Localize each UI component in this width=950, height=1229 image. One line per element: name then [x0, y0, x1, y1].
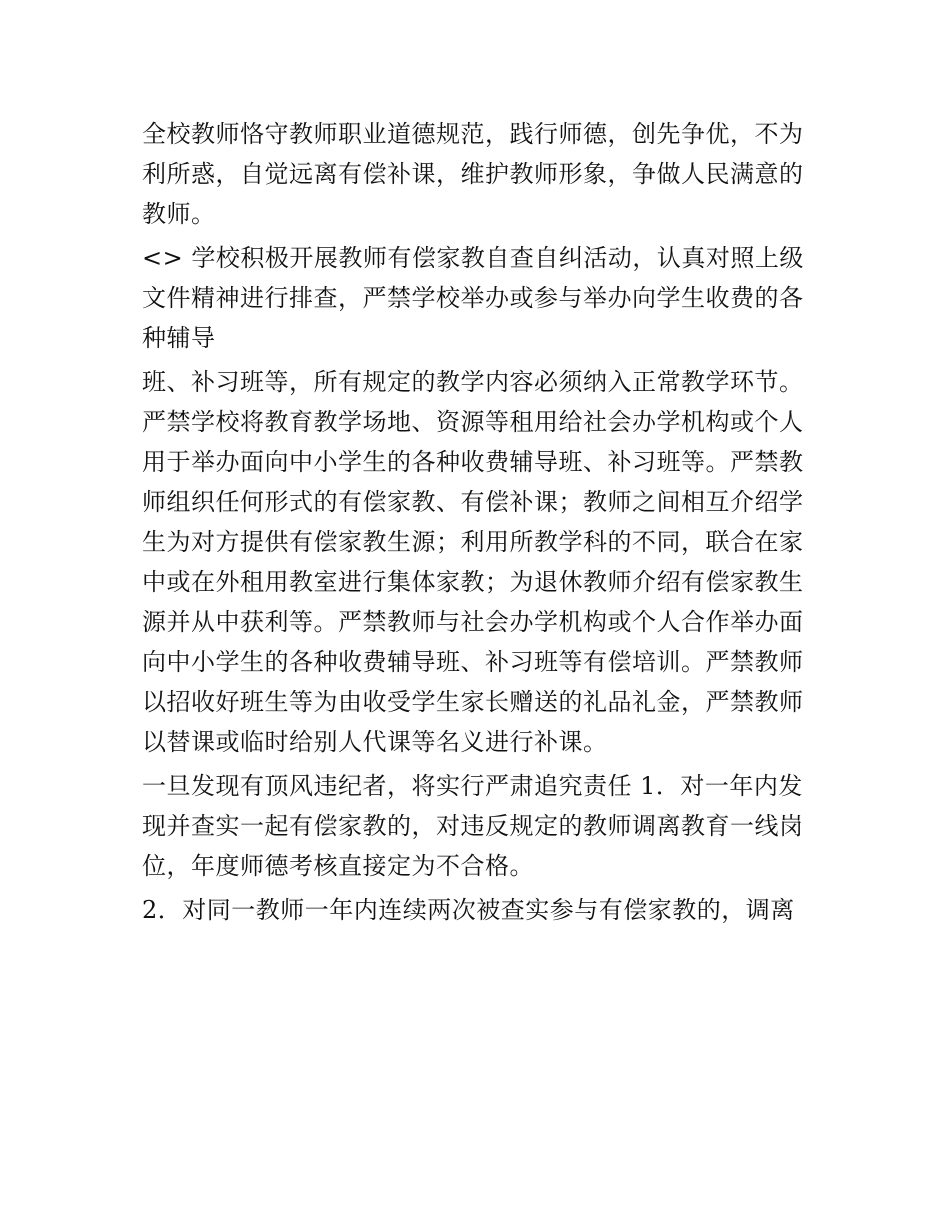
text-line: 向中小学生的各种收费辅导班、补习班等有偿培训。严禁教师 [142, 648, 804, 676]
text-line: 以招收好班生等为由收受学生家长赠送的礼品礼金，严禁教师 [142, 688, 804, 716]
paragraph-prohibitions [142, 362, 842, 762]
text-line: 全校教师恪守教师职业道德规范，践行师德，创先争优，不为 [142, 120, 804, 148]
text-line: 教师。 [142, 200, 216, 228]
document-page [142, 114, 842, 934]
text-line: 种辅导 [142, 324, 216, 352]
text-line: 班、补习班等，所有规定的教学内容必须纳入正常教学环节。 [142, 368, 804, 396]
text-line: 用于举办面向中小学生的各种收费辅导班、补习班等。严禁教 [142, 448, 804, 476]
text-line: 严禁学校将教育教学场地、资源等租用给社会办学机构或个人 [142, 408, 804, 436]
text-line: 以替课或临时给别人代课等名义进行补课。 [142, 728, 608, 756]
paragraph-accountability [142, 766, 842, 886]
text-line: 源并从中获利等。严禁教师与社会办学机构或个人合作举办面 [142, 608, 804, 636]
text-line: 生为对方提供有偿家教生源；利用所教学科的不同，联合在家 [142, 528, 804, 556]
paragraph-teacher-ethics [142, 114, 842, 234]
text-line: 中或在外租用教室进行集体家教；为退休教师介绍有偿家教生 [142, 568, 804, 596]
text-line: 位，年度师德考核直接定为不合格。 [142, 852, 534, 880]
text-line: 文件精神进行排查，严禁学校举办或参与举办向学生收费的各 [142, 284, 804, 312]
text-line: 师组织任何形式的有偿家教、有偿补课；教师之间相互介绍学 [142, 488, 804, 516]
paragraph-repeat-offense [142, 890, 842, 930]
text-line: 2．对同一教师一年内连续两次被查实参与有偿家教的，调离 [142, 896, 795, 924]
text-line: <> 学校积极开展教师有偿家教自查自纠活动，认真对照上级 [142, 244, 804, 272]
text-line: 一旦发现有顶风违纪者，将实行严肃追究责任 1．对一年内发 [142, 772, 803, 800]
text-line: 利所惑，自觉远离有偿补课，维护教师形象，争做人民满意的 [142, 160, 804, 188]
text-line: 现并查实一起有偿家教的，对违反规定的教师调离教育一线岗 [142, 812, 804, 840]
paragraph-self-inspection [142, 238, 842, 358]
